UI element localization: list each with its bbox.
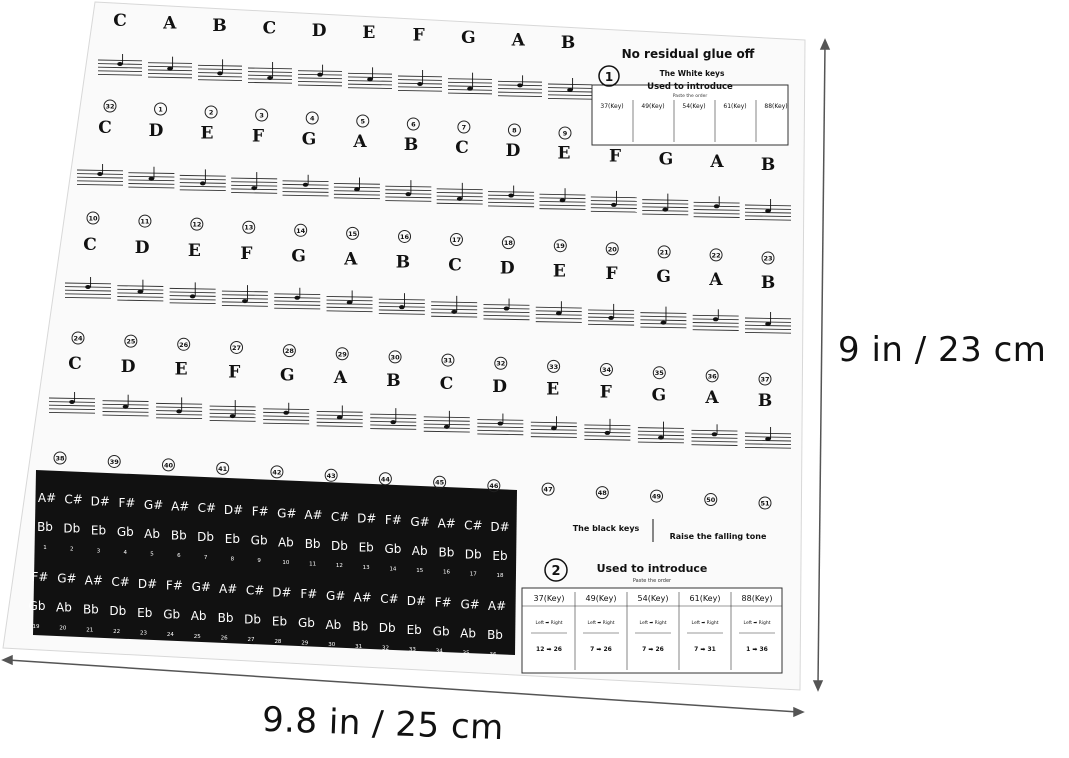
row2-number: 5: [360, 117, 366, 126]
black-key-number: 23: [140, 630, 148, 637]
row4-letter: B: [757, 391, 773, 411]
panel2-direction: Left ➡ Right: [743, 621, 771, 626]
header-note-head: [267, 76, 273, 80]
black-key-flat: Gb: [297, 616, 315, 631]
row4-note-head: [337, 415, 343, 419]
row3-number: 15: [348, 229, 358, 238]
row2-letter: C: [98, 118, 112, 138]
row4-note-head: [444, 425, 450, 429]
row2-note-head: [714, 204, 720, 208]
black-key-flat: Bb: [304, 537, 321, 552]
black-key-number: 13: [362, 564, 370, 571]
row2-letter: E: [557, 143, 571, 164]
row3-letter: F: [240, 243, 253, 264]
black-key-sharp: F#: [165, 578, 183, 593]
row4-note-head: [230, 414, 236, 418]
black-key-number: 20: [59, 625, 67, 632]
header-note-head: [117, 62, 123, 66]
row4-number: 28: [284, 347, 294, 356]
header-note-head: [467, 87, 473, 91]
black-key-flat: Bb: [352, 619, 369, 634]
row5-number: 47: [543, 485, 553, 494]
panel2-range: 7 ➡ 31: [694, 646, 716, 653]
black-key-number: 17: [469, 571, 477, 578]
black-key-number: 9: [257, 558, 261, 565]
black-key-sharp: C#: [111, 575, 130, 590]
panel2-heading: Used to introduce: [596, 562, 708, 575]
header-note-head: [417, 82, 423, 86]
black-key-flat: Db: [109, 604, 127, 619]
black-key-flat: Db: [197, 530, 215, 545]
row2-letter: E: [200, 123, 214, 144]
black-key-sharp: A#: [353, 590, 372, 605]
row4-letter: G: [280, 365, 295, 386]
black-key-number: 8: [230, 556, 235, 563]
row2-number: 4: [309, 114, 315, 123]
black-key-sharp: A#: [84, 573, 103, 588]
header-letter: C: [262, 18, 277, 39]
row4-letter: E: [174, 359, 188, 380]
row2-letter: D: [505, 140, 521, 161]
black-key-flat: Bb: [487, 628, 503, 642]
row4-note-head: [605, 431, 611, 435]
panel1-key-count: 37(Key): [600, 103, 624, 110]
panel2-left-label: The black keys: [572, 524, 640, 533]
black-key-number: 32: [381, 645, 389, 652]
black-key-number: 34: [435, 648, 443, 655]
row2-note-head: [406, 192, 412, 196]
row3-letter: A: [344, 249, 358, 270]
row2-note-head: [149, 177, 155, 181]
row3-number: 14: [296, 226, 306, 235]
row3-note-head: [138, 290, 144, 294]
row3-note-head: [85, 285, 91, 289]
header-letter: B: [560, 33, 576, 53]
black-key-sharp: G#: [143, 497, 164, 512]
row2-letter: F: [608, 146, 622, 167]
row5-number: 51: [760, 499, 770, 508]
black-key-number: 7: [203, 554, 208, 561]
row4-letter: A: [333, 368, 347, 389]
header-note-head: [517, 83, 523, 87]
row4-note-head: [498, 422, 504, 426]
header-note-head: [367, 77, 373, 81]
black-key-flat: Bb: [438, 545, 455, 560]
panel2-direction: Left ➡ Right: [639, 621, 667, 626]
row3-letter: E: [552, 261, 566, 282]
panel2-range: 7 ➡ 26: [590, 646, 612, 653]
black-key-sharp: C#: [464, 518, 483, 533]
panel2-range: 7 ➡ 26: [642, 646, 664, 653]
black-key-flat: Ab: [277, 535, 294, 550]
row5-number: 39: [109, 457, 119, 466]
row2-note-head: [97, 172, 103, 176]
black-key-sharp: F#: [384, 513, 402, 528]
black-key-sharp: A#: [219, 581, 238, 596]
black-key-flat: Ab: [56, 600, 72, 615]
row4-number: 33: [549, 362, 559, 371]
panel2-number: 2: [551, 564, 561, 579]
black-key-number: 10: [282, 559, 290, 566]
panel1-key-count: 88(Key): [764, 103, 788, 110]
row2-letter: B: [403, 135, 419, 156]
black-key-sharp: G#: [326, 588, 346, 603]
row4-letter: G: [651, 385, 667, 406]
black-key-flat: Db: [244, 612, 261, 627]
row2-number: 8: [512, 126, 517, 135]
row4-note-head: [283, 411, 289, 415]
row4-note-head: [658, 436, 664, 440]
row3-number: 18: [503, 239, 513, 248]
black-key-number: 22: [113, 628, 121, 635]
panel2-right-label: Raise the falling tone: [669, 532, 767, 541]
row2-note-head: [457, 197, 463, 201]
black-key-flat: Ab: [190, 609, 207, 624]
black-key-sharp: A#: [437, 516, 456, 531]
panel1-paste-order: Paste the order: [672, 94, 708, 99]
panel1-subtitle: The White keys: [659, 69, 725, 78]
row2-letter: G: [658, 149, 674, 170]
row3-note-head: [190, 294, 196, 298]
black-key-sharp: F#: [31, 570, 49, 584]
black-key-sharp: G#: [410, 514, 430, 529]
row2-note-head: [303, 183, 309, 187]
panel2-key-count: 54(Key): [637, 594, 669, 603]
height-arrow: [814, 40, 829, 690]
black-key-sharp: A#: [171, 499, 190, 514]
row5-number: 46: [489, 482, 499, 491]
black-key-number: 21: [86, 627, 94, 634]
black-key-sharp: F#: [434, 595, 452, 610]
row5-number: 43: [326, 471, 336, 480]
row2-number: 32: [105, 102, 115, 111]
black-key-flat: Eb: [137, 605, 153, 620]
black-key-flat: Gb: [163, 607, 181, 622]
panel1-title: No residual glue off: [621, 47, 755, 61]
row2-note-head: [200, 181, 206, 185]
black-key-sharp: C#: [245, 583, 265, 598]
black-key-flat: Eb: [224, 531, 240, 546]
row5-number: 42: [272, 468, 282, 477]
row3-note-head: [504, 307, 510, 311]
header-letter: A: [163, 13, 177, 34]
black-key-number: 19: [32, 624, 40, 630]
black-key-number: 15: [416, 568, 424, 575]
black-key-sharp: G#: [191, 580, 211, 595]
row4-number: 32: [496, 359, 506, 368]
black-key-flat: Eb: [90, 523, 107, 538]
row3-note-head: [294, 296, 300, 300]
panel1-key-count: 54(Key): [682, 103, 706, 110]
header-note-head: [217, 71, 223, 75]
row2-letter: D: [148, 120, 164, 141]
row3-letter: D: [134, 237, 150, 258]
row2-number: 6: [411, 120, 416, 129]
row4-letter: E: [546, 379, 560, 400]
row3-number: 20: [607, 245, 617, 254]
black-key-number: 30: [328, 642, 336, 649]
row3-number: 13: [244, 223, 254, 232]
row2-note-head: [251, 186, 257, 190]
black-key-number: 18: [496, 573, 504, 579]
row4-note-head: [551, 426, 557, 430]
black-key-number: 4: [123, 549, 128, 556]
row4-number: 37: [760, 375, 770, 384]
row4-number: 30: [390, 353, 400, 362]
row3-number: 12: [192, 220, 202, 229]
black-key-number: 26: [220, 635, 228, 642]
black-key-flat: Ab: [411, 543, 428, 558]
row3-number: 10: [88, 214, 98, 223]
row2-note-head: [662, 208, 668, 212]
panel1-key-count: 61(Key): [723, 103, 747, 110]
row2-number: 7: [461, 123, 467, 132]
width-dimension-label: 9.8 in / 25 cm: [261, 699, 505, 749]
row3-letter: G: [291, 246, 306, 267]
black-key-number: 24: [166, 632, 174, 639]
row3-note-head: [661, 321, 667, 325]
black-key-sharp: C#: [197, 501, 217, 516]
row3-letter: C: [448, 255, 462, 276]
black-key-sharp: C#: [330, 509, 350, 524]
row5-number: 49: [652, 492, 662, 501]
row3-letter: G: [656, 267, 671, 288]
panel1-number: 1: [604, 70, 614, 84]
row3-note-head: [556, 311, 562, 315]
row2-letter: F: [251, 126, 265, 147]
black-key-flat: Ab: [325, 617, 342, 632]
black-key-number: 1: [43, 545, 47, 551]
row3-letter: A: [709, 270, 723, 291]
panel2-paste-order: Paste the order: [632, 578, 672, 584]
row4-letter: D: [120, 356, 136, 377]
height-dimension-label: 9 in / 23 cm: [838, 330, 1047, 370]
black-key-flat: Eb: [358, 540, 374, 555]
row3-note-head: [347, 300, 353, 304]
black-key-number: 27: [247, 637, 255, 644]
row3-number: 23: [763, 254, 773, 263]
black-key-flat: Ab: [460, 626, 476, 641]
black-key-flat: Bb: [170, 528, 187, 543]
black-key-flat: Gb: [432, 624, 450, 639]
panel1-key-count: 49(Key): [641, 103, 665, 110]
row4-letter: B: [386, 371, 401, 392]
black-key-number: 2: [70, 546, 74, 553]
header-letter: G: [461, 28, 476, 49]
row3-letter: E: [187, 240, 201, 261]
black-key-flat: Eb: [406, 622, 422, 637]
black-key-number: 31: [355, 643, 363, 650]
row4-letter: A: [705, 388, 719, 409]
black-key-sharp: G#: [460, 597, 480, 612]
row2-note-head: [765, 209, 771, 213]
row4-number: 27: [232, 343, 242, 352]
row4-note-head: [712, 432, 718, 436]
row4-number: 36: [707, 372, 717, 381]
black-key-sharp: C#: [64, 492, 83, 507]
row2-letter: A: [353, 132, 367, 153]
panel2-direction: Left ➡ Right: [587, 621, 615, 626]
row5-number: 50: [706, 496, 716, 505]
row3-note-head: [399, 305, 405, 309]
black-key-flat: Bb: [217, 610, 234, 625]
black-key-sharp: G#: [277, 506, 297, 521]
black-key-flat: Gb: [28, 599, 46, 613]
row3-number: 11: [140, 217, 150, 226]
row3-note-head: [242, 299, 248, 303]
row3-letter: D: [499, 258, 515, 279]
row4-number: 26: [179, 340, 189, 349]
row2-number: 2: [208, 108, 214, 117]
row4-number: 25: [126, 337, 136, 346]
header-letter: E: [362, 23, 376, 44]
black-key-sharp: A#: [487, 599, 507, 613]
black-key-number: 29: [301, 640, 309, 647]
row4-letter: F: [228, 362, 241, 383]
row4-note-head: [390, 420, 396, 424]
black-key-number: 16: [442, 569, 450, 576]
black-key-number: 12: [335, 563, 343, 570]
black-key-sharp: D#: [490, 520, 510, 534]
row2-letter: G: [301, 129, 317, 150]
black-key-flat: Db: [63, 521, 81, 536]
black-key-flat: Ab: [144, 526, 160, 541]
black-key-flat: Db: [378, 621, 396, 636]
row5-number: 45: [435, 478, 445, 487]
row3-letter: B: [395, 252, 411, 273]
row4-note-head: [123, 405, 129, 409]
row5-number: 48: [597, 489, 607, 498]
black-key-sharp: A#: [37, 491, 57, 505]
row5-number: 38: [55, 454, 65, 463]
row3-letter: F: [605, 264, 618, 285]
black-key-sharp: F#: [118, 496, 136, 511]
black-key-number: 28: [274, 638, 282, 645]
row5-number: 44: [380, 475, 390, 484]
black-key-flat: Eb: [271, 614, 288, 629]
black-key-number: 33: [408, 647, 416, 654]
black-key-number: 5: [150, 551, 154, 558]
black-key-sharp: D#: [90, 494, 110, 509]
row4-letter: D: [492, 376, 507, 397]
row5-number: 40: [163, 461, 173, 470]
row3-letter: B: [760, 273, 776, 293]
panel2-range: 1 ➡ 36: [746, 646, 768, 653]
row4-number: 29: [337, 350, 347, 359]
header-note-head: [567, 88, 573, 92]
panel2-key-count: 37(Key): [533, 594, 565, 603]
row3-number: 22: [711, 251, 721, 260]
row4-number: 35: [654, 369, 664, 378]
row3-note-head: [765, 322, 771, 326]
row2-note-head: [354, 187, 360, 191]
header-letter: A: [511, 30, 525, 51]
black-key-number: 11: [309, 561, 317, 568]
black-key-flat: Db: [464, 547, 482, 562]
header-note-head: [317, 73, 323, 77]
row2-note-head: [508, 194, 514, 198]
row4-letter: C: [68, 354, 82, 374]
black-key-flat: Bb: [82, 602, 99, 617]
row2-number: 1: [158, 105, 163, 114]
panel2-direction: Left ➡ Right: [691, 621, 719, 626]
black-key-number: 6: [177, 553, 181, 560]
row4-number: 24: [73, 334, 83, 343]
black-key-number: 35: [462, 650, 470, 657]
panel2-range: 12 ➡ 26: [536, 646, 562, 653]
row2-note-head: [560, 198, 566, 202]
black-key-sharp: C#: [380, 592, 399, 607]
row2-number: 9: [562, 129, 568, 138]
black-key-number: 3: [96, 548, 101, 555]
black-key-sharp: D#: [223, 502, 244, 517]
row4-letter: C: [439, 373, 454, 394]
black-key-sharp: A#: [304, 508, 323, 523]
black-key-sharp: D#: [357, 511, 377, 526]
panel2-key-count: 49(Key): [585, 594, 617, 603]
row4-note-head: [69, 400, 75, 404]
panel2-direction: Left ➡ Right: [535, 621, 563, 626]
row3-number: 17: [451, 236, 461, 245]
row3-note-head: [608, 316, 614, 320]
row2-number: 3: [259, 111, 264, 120]
row3-note-head: [451, 310, 457, 314]
black-key-sharp: F#: [251, 504, 269, 519]
black-key-sharp: F#: [300, 587, 318, 602]
header-letter: B: [212, 15, 227, 36]
row4-note-head: [176, 409, 182, 413]
black-key-sharp: D#: [406, 593, 427, 608]
row4-note-head: [765, 437, 771, 441]
panel2-key-count: 88(Key): [741, 594, 773, 603]
row3-number: 19: [555, 242, 565, 251]
header-letter: C: [113, 11, 127, 31]
row2-letter: C: [455, 137, 469, 158]
header-note-head: [167, 67, 173, 71]
panel2-key-count: 61(Key): [689, 594, 721, 603]
row2-letter: B: [760, 155, 776, 175]
row4-letter: F: [599, 382, 612, 403]
black-key-flat: Bb: [37, 520, 53, 534]
row3-note-head: [713, 317, 719, 321]
black-key-number: 14: [389, 566, 397, 573]
row5-number: 41: [218, 464, 228, 473]
row4-number: 34: [601, 366, 611, 375]
row4-number: 31: [443, 356, 453, 365]
black-key-flat: Eb: [492, 549, 508, 563]
row3-letter: C: [83, 235, 97, 255]
black-key-flat: Gb: [384, 542, 402, 557]
black-key-sharp: D#: [137, 576, 158, 591]
header-letter: F: [412, 25, 425, 46]
black-key-flat: Gb: [250, 533, 268, 548]
header-letter: D: [311, 20, 327, 41]
row2-note-head: [611, 203, 617, 207]
black-key-number: 25: [193, 633, 201, 640]
row3-number: 21: [659, 248, 669, 257]
black-key-flat: Db: [330, 538, 348, 553]
black-key-number: 36: [489, 652, 497, 658]
black-key-sharp: D#: [272, 585, 292, 600]
panel1-heading: Used to introduce: [647, 82, 733, 92]
black-key-flat: Gb: [116, 525, 134, 540]
row3-number: 16: [400, 232, 410, 241]
black-key-sharp: G#: [57, 571, 77, 586]
row2-letter: A: [710, 152, 724, 173]
